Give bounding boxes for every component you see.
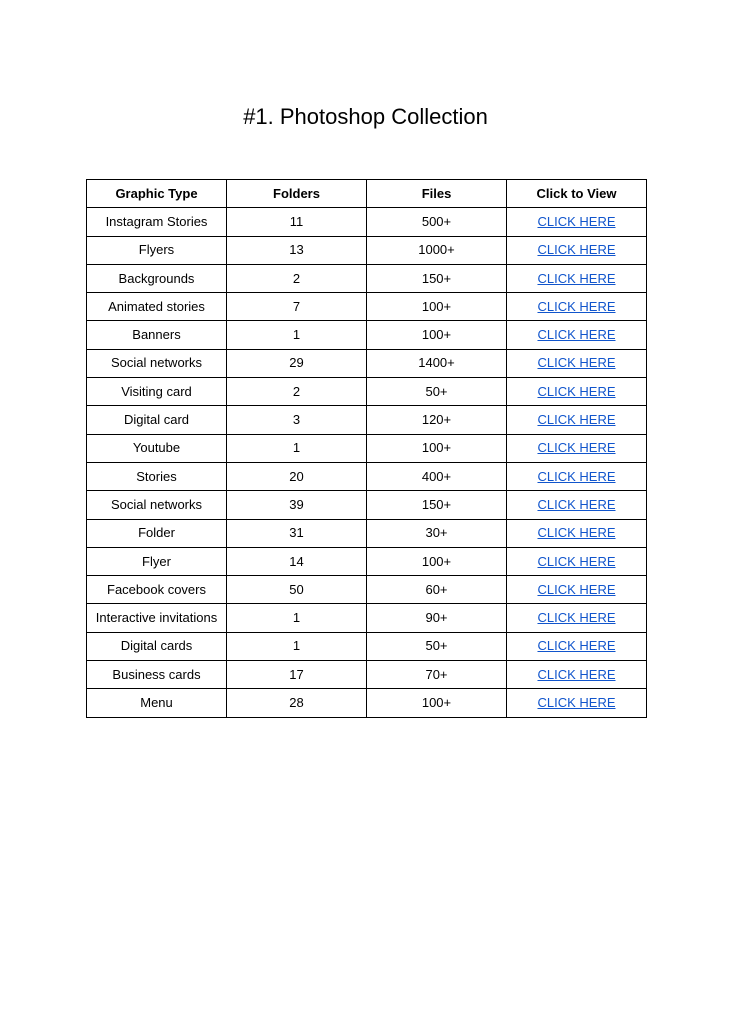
cell-graphic-type: Facebook covers: [87, 576, 227, 604]
table-row: [87, 349, 647, 377]
cell-click-to-view: [507, 264, 647, 292]
click-here-link[interactable]: CLICK HERE: [537, 581, 616, 597]
cell-files: 60+: [367, 576, 507, 604]
cell-folders: 20: [227, 462, 367, 490]
cell-click-to-view: [507, 236, 647, 264]
table-header: [87, 180, 647, 208]
cell-graphic-type: Social networks: [87, 491, 227, 519]
cell-folders: 2: [227, 264, 367, 292]
cell-graphic-type: Animated stories: [87, 293, 227, 321]
table-row: [87, 208, 647, 236]
cell-folders: 14: [227, 547, 367, 575]
cell-files: 100+: [367, 547, 507, 575]
cell-graphic-type: Menu: [87, 689, 227, 717]
cell-files: 70+: [367, 661, 507, 689]
cell-click-to-view: [507, 434, 647, 462]
table-row: [87, 491, 647, 519]
table-row: [87, 378, 647, 406]
cell-folders: 39: [227, 491, 367, 519]
cell-folders: 7: [227, 293, 367, 321]
cell-folders: 3: [227, 406, 367, 434]
table-row: [87, 406, 647, 434]
cell-files: 1000+: [367, 236, 507, 264]
cell-files: 400+: [367, 462, 507, 490]
table-row: [87, 462, 647, 490]
cell-click-to-view: [507, 519, 647, 547]
cell-graphic-type: Digital card: [87, 406, 227, 434]
table-body: [87, 208, 647, 717]
cell-click-to-view: [507, 462, 647, 490]
click-here-link[interactable]: CLICK HERE: [537, 327, 616, 343]
click-here-link[interactable]: CLICK HERE: [537, 298, 616, 314]
cell-graphic-type: Digital cards: [87, 632, 227, 660]
cell-click-to-view: [507, 378, 647, 406]
cell-graphic-type: Business cards: [87, 661, 227, 689]
table-row: [87, 604, 647, 632]
click-here-link[interactable]: CLICK HERE: [537, 355, 616, 371]
table-row: [87, 321, 647, 349]
cell-files: 50+: [367, 632, 507, 660]
table-row: [87, 689, 647, 717]
cell-files: 100+: [367, 434, 507, 462]
cell-folders: 11: [227, 208, 367, 236]
cell-folders: 29: [227, 349, 367, 377]
cell-folders: 28: [227, 689, 367, 717]
cell-files: 120+: [367, 406, 507, 434]
cell-graphic-type: Visiting card: [87, 378, 227, 406]
cell-folders: 1: [227, 632, 367, 660]
cell-files: 100+: [367, 321, 507, 349]
click-here-link[interactable]: CLICK HERE: [537, 666, 616, 682]
table-row: [87, 264, 647, 292]
cell-folders: 17: [227, 661, 367, 689]
cell-files: 1400+: [367, 349, 507, 377]
click-here-link[interactable]: CLICK HERE: [537, 440, 616, 456]
cell-graphic-type: Flyers: [87, 236, 227, 264]
cell-click-to-view: [507, 689, 647, 717]
cell-graphic-type: Banners: [87, 321, 227, 349]
click-here-link[interactable]: CLICK HERE: [537, 610, 616, 626]
click-here-link[interactable]: CLICK HERE: [537, 638, 616, 654]
cell-folders: 50: [227, 576, 367, 604]
click-here-link[interactable]: CLICK HERE: [537, 213, 616, 229]
table-row: [87, 236, 647, 264]
cell-graphic-type: Youtube: [87, 434, 227, 462]
cell-files: 150+: [367, 491, 507, 519]
cell-folders: 2: [227, 378, 367, 406]
cell-folders: 31: [227, 519, 367, 547]
cell-click-to-view: [507, 349, 647, 377]
table-row: [87, 661, 647, 689]
cell-files: 90+: [367, 604, 507, 632]
col-header-click-to-view: Click to View: [507, 180, 647, 208]
click-here-link[interactable]: CLICK HERE: [537, 270, 616, 286]
page-title: #1. Photoshop Collection: [243, 104, 488, 129]
cell-graphic-type: Interactive invitations: [87, 604, 227, 632]
cell-files: 500+: [367, 208, 507, 236]
click-here-link[interactable]: CLICK HERE: [537, 383, 616, 399]
cell-click-to-view: [507, 576, 647, 604]
col-header-folders: Folders: [227, 180, 367, 208]
click-here-link[interactable]: CLICK HERE: [537, 468, 616, 484]
click-here-link[interactable]: CLICK HERE: [537, 694, 616, 710]
header-row: [87, 180, 647, 208]
cell-click-to-view: [507, 604, 647, 632]
table-row: [87, 632, 647, 660]
cell-click-to-view: [507, 406, 647, 434]
cell-graphic-type: Instagram Stories: [87, 208, 227, 236]
cell-graphic-type: Flyer: [87, 547, 227, 575]
cell-folders: 1: [227, 604, 367, 632]
click-here-link[interactable]: CLICK HERE: [537, 496, 616, 512]
cell-files: 30+: [367, 519, 507, 547]
cell-click-to-view: [507, 208, 647, 236]
table-row: [87, 519, 647, 547]
click-here-link[interactable]: CLICK HERE: [537, 525, 616, 541]
cell-files: 100+: [367, 689, 507, 717]
table-row: [87, 434, 647, 462]
click-here-link[interactable]: CLICK HERE: [537, 553, 616, 569]
table-row: [87, 576, 647, 604]
table-row: [87, 547, 647, 575]
collection-table: [86, 179, 647, 718]
col-header-files: Files: [367, 180, 507, 208]
cell-folders: 1: [227, 434, 367, 462]
cell-graphic-type: Stories: [87, 462, 227, 490]
click-here-link[interactable]: CLICK HERE: [537, 242, 616, 258]
cell-files: 150+: [367, 264, 507, 292]
cell-click-to-view: [507, 661, 647, 689]
cell-graphic-type: Folder: [87, 519, 227, 547]
cell-click-to-view: [507, 547, 647, 575]
cell-graphic-type: Social networks: [87, 349, 227, 377]
click-here-link[interactable]: CLICK HERE: [537, 412, 616, 428]
cell-folders: 1: [227, 321, 367, 349]
cell-files: 100+: [367, 293, 507, 321]
cell-click-to-view: [507, 632, 647, 660]
cell-click-to-view: [507, 321, 647, 349]
cell-click-to-view: [507, 293, 647, 321]
table-row: [87, 293, 647, 321]
cell-graphic-type: Backgrounds: [87, 264, 227, 292]
col-header-graphic-type: Graphic Type: [87, 180, 227, 208]
cell-click-to-view: [507, 491, 647, 519]
cell-files: 50+: [367, 378, 507, 406]
cell-folders: 13: [227, 236, 367, 264]
